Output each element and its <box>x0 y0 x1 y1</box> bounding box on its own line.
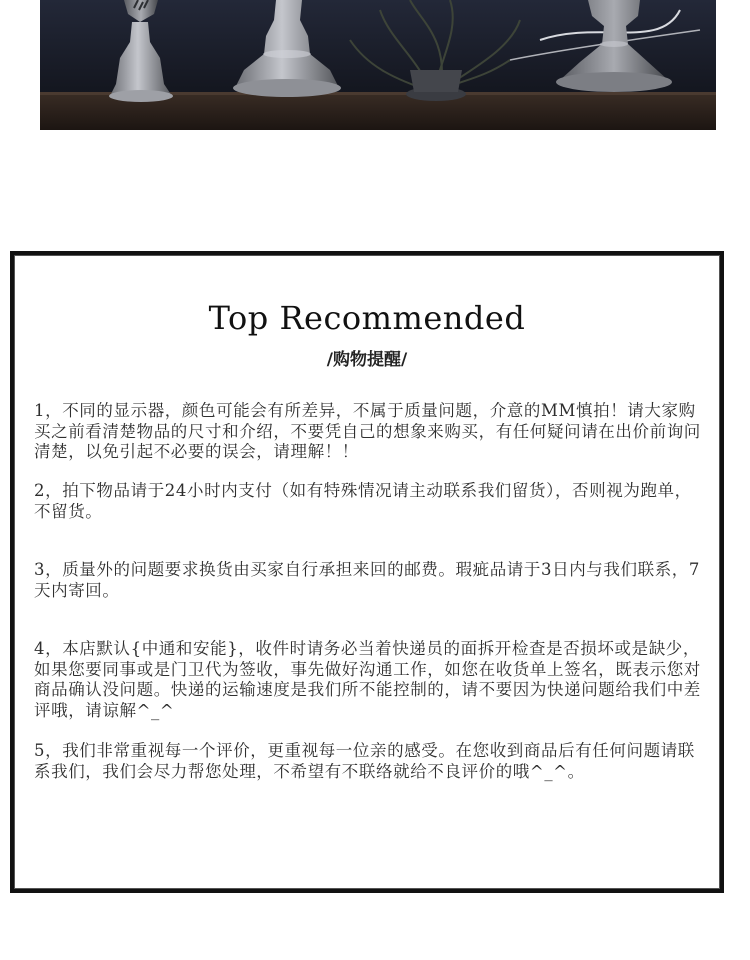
notice-item: 4，本店默认{中通和安能}，收件时请务必当着快递员的面拆开检查是否损坏或是缺少，如果您要同事或是门卫代为签收，事先做好沟通工作，如您在收货单上签名，既表示您对商品确认没问题。快递的运输速度是我们所不能控制的，请不要因为快递问题给我们中差评哦，请谅解^_^ <box>34 639 701 720</box>
notice-item: 3，质量外的问题要求换货由买家自行承担来回的邮费。瑕疵品请于3日内与我们联系，7天内寄回。 <box>34 560 700 600</box>
notice-subtitle: /购物提醒/ <box>326 350 408 370</box>
notice-item: 2，拍下物品请于24小时内支付（如有特殊情况请主动联系我们留货），否则视为跑单，不留货。 <box>34 481 692 521</box>
notice-item: 1，不同的显示器，颜色可能会有所差异，不属于质量问题，介意的MM慎拍！请大家购买之前看清楚物品的尺寸和介绍，不要凭自己的想象来购买，有任何疑问请在出价前询问清楚，以免引起不必要的误会，请理解！！ <box>34 401 701 461</box>
shopping-notice-panel <box>10 251 724 893</box>
notice-item: 5，我们非常重视每一个评价，更重视每一位亲的感受。在您收到商品后有任何问题请联系我们，我们会尽力帮您处理，不希望有不联络就给不良评价的哦^_^。 <box>34 741 695 781</box>
notice-title: Top Recommended <box>208 299 526 337</box>
still-life-photo <box>40 0 716 130</box>
still-life-candlesticks-photo <box>40 0 716 130</box>
